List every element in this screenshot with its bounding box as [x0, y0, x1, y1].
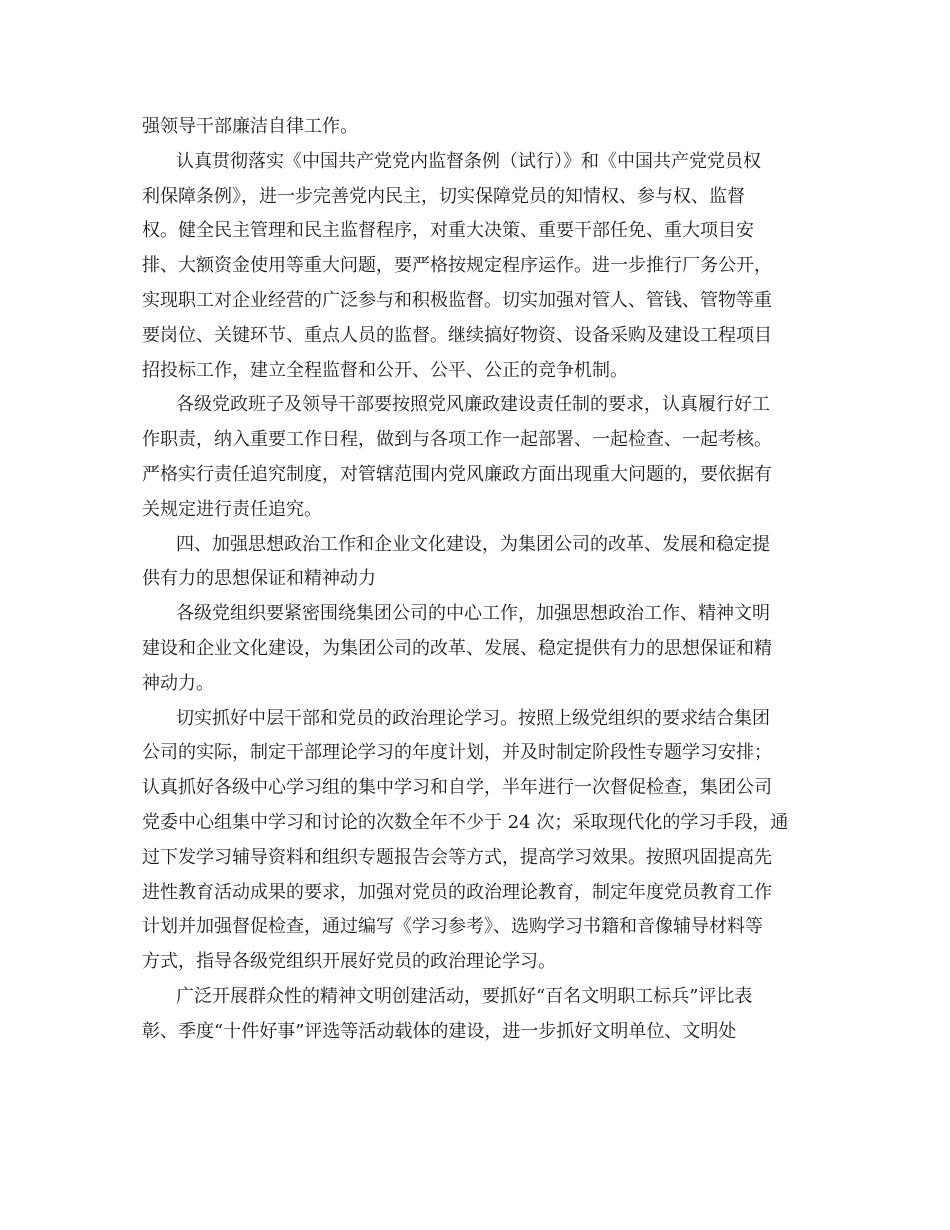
text-line: 关规定进行责任追究。 — [142, 498, 322, 520]
text-line: 强领导干部廉洁自律工作。 — [142, 116, 358, 137]
text-line: 各级党政班子及领导干部要按照党风廉政建设责任制的要求，认真履行好工 — [176, 394, 770, 416]
text-line: 要岗位、关键环节、重点人员的监督。继续搞好物资、设备采购及建设工程项目 — [142, 324, 772, 346]
text-line: 彰、季度“十件好事”评选等活动载体的建设，进一步抓好文明单位、文明处 — [142, 1020, 737, 1042]
text-line: 过下发学习辅导资料和组织专题报告会等方式，提高学习效果。按照巩固提高先 — [142, 846, 772, 868]
text-line: 广泛开展群众性的精神文明创建活动，要抓好“百名文明职工标兵”评比表 — [176, 985, 753, 1007]
text-line: 作职责，纳入重要工作日程，做到与各项工作一起部署、一起检查、一起考核。 — [142, 429, 772, 451]
text-line: 各级党组织要紧密围绕集团公司的中心工作，加强思想政治工作、精神文明 — [176, 603, 770, 625]
text-line: 利保障条例》，进一步完善党内民主，切实保障党员的知情权、参与权、监督 — [142, 185, 745, 207]
section-heading-line: 四、加强思想政治工作和企业文化建设，为集团公司的改革、发展和稳定提 — [176, 533, 770, 555]
text-line: 进性教育活动成果的要求，加强对党员的政治理论教育，制定年度党员教育工作 — [142, 881, 772, 903]
text-line: 计划并加强督促检查，通过编写《学习参考》、选购学习书籍和音像辅导材料等 — [142, 916, 763, 938]
text-line: 权。健全民主管理和民主监督程序，对重大决策、重要干部任免、重大项目安 — [142, 220, 754, 242]
text-line: 方式，指导各级党组织开展好党员的政治理论学习。 — [142, 951, 556, 973]
text-line: 招投标工作，建立全程监督和公开、公平、公正的竞争机制。 — [142, 359, 628, 381]
text-line: 排、大额资金使用等重大问题，要严格按规定程序运作。进一步推行厂务公开， — [142, 255, 772, 277]
text-line: 认真抓好各级中心学习组的集中学习和自学，半年进行一次督促检查，集团公司 — [142, 777, 772, 799]
text-line: 公司的实际，制定干部理论学习的年度计划，并及时制定阶段性专题学习安排； — [142, 742, 772, 764]
text-line: 建设和企业文化建设，为集团公司的改革、发展、稳定提供有力的思想保证和精 — [142, 637, 772, 659]
text-line: 切实抓好中层干部和党员的政治理论学习。按照上级党组织的要求结合集团 — [176, 707, 770, 729]
text-line: 神动力。 — [142, 672, 214, 694]
section-heading-line: 供有力的思想保证和精神动力 — [142, 568, 376, 590]
text-line: 党委中心组集中学习和讨论的次数全年不少于 24 次；采取现代化的学习手段，通 — [142, 811, 789, 833]
text-line: 实现职工对企业经营的广泛参与和积极监督。切实加强对管人、管钱、管物等重 — [142, 289, 772, 311]
text-line: 认真贯彻落实《中国共产党党内监督条例（试行）》和《中国共产党党员权 — [176, 150, 761, 172]
document-body — [142, 110, 804, 1050]
text-line: 严格实行责任追究制度，对管辖范围内党风廉政方面出现重大问题的，要依据有 — [142, 463, 772, 485]
